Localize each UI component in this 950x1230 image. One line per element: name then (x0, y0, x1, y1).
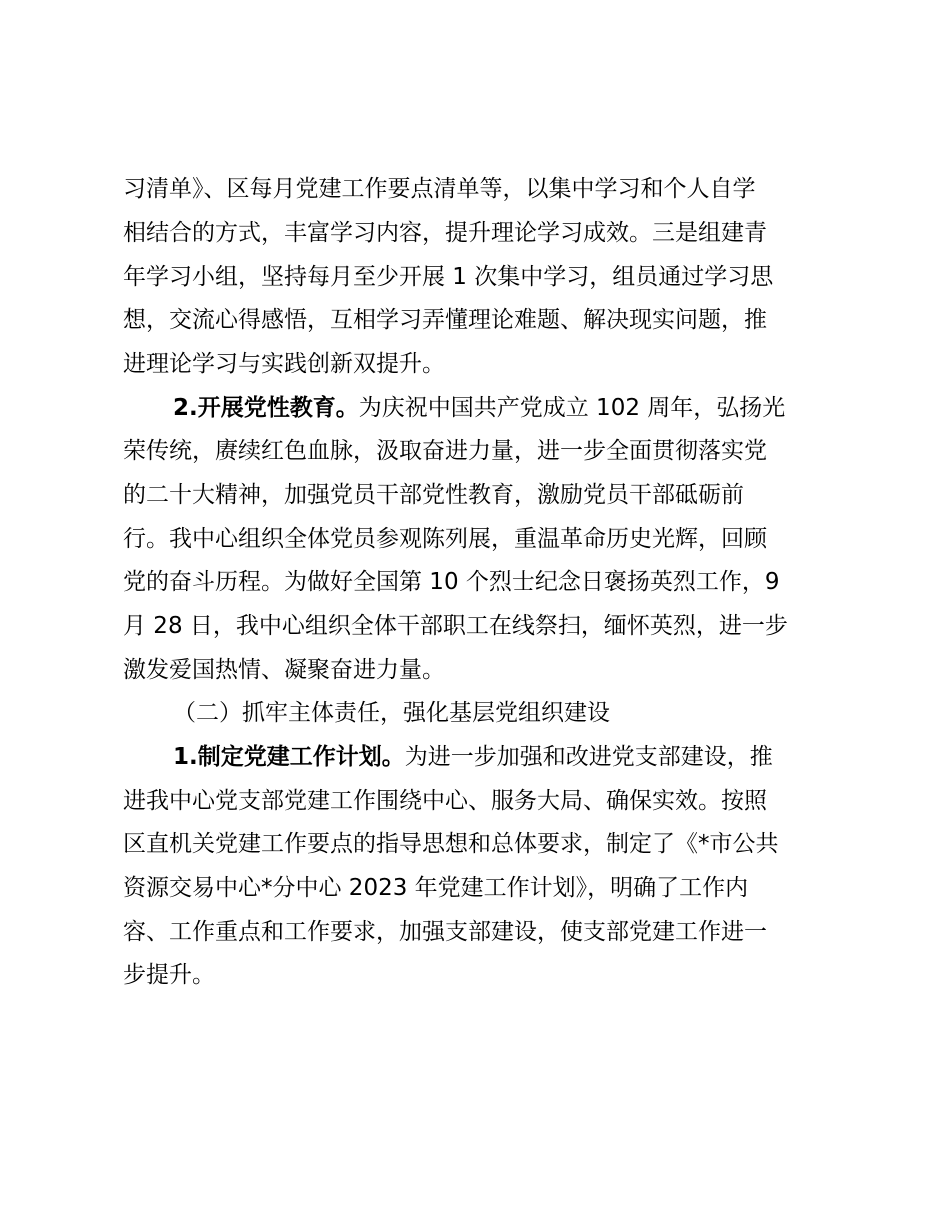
paragraph-line: 步提升。 (123, 962, 215, 988)
paragraph-line: 的二十大精神，加强党员干部党性教育，激励党员干部砥砺前 (123, 482, 744, 508)
paragraph-line: 区直机关党建工作要点的指导思想和总体要求，制定了《*市公共 (123, 831, 779, 857)
paragraph-line (173, 735, 773, 779)
paragraph-line: 激发爱国热情、凝聚奋进力量。 (123, 657, 445, 683)
paragraph-line: 进我中心党支部党建工作围绕中心、服务大局、确保实效。按照 (123, 788, 767, 814)
paragraph-line: 资源交易中心*分中心 2023 年党建工作计划》，明确了工作内 (123, 875, 749, 901)
paragraph-line: 荣传统，赓续红色血脉，汲取奋进力量，进一步全面贯彻落实党 (123, 438, 767, 464)
subsection-heading: （二）抓牢主体责任，强化基层党组织建设 (173, 700, 610, 726)
paragraph-text: 为庆祝中国共产党成立 102 周年，弘扬光 (358, 395, 786, 421)
paragraph-line: 相结合的方式，丰富学习内容，提升理论学习成效。三是组建青 (123, 220, 767, 246)
section-heading: 2.开展党性教育。 (173, 395, 359, 421)
paragraph-line: 习清单》、区每月党建工作要点清单等，以集中学习和个人自学 (123, 176, 756, 202)
paragraph-line: 年学习小组，坚持每月至少开展 1 次集中学习，组员通过学习思 (123, 264, 774, 290)
paragraph-line (173, 386, 785, 430)
paragraph-line: 容、工作重点和工作要求，加强支部建设，使支部党建工作进一 (123, 919, 767, 945)
paragraph-text: 为进一步加强和改进党支部建设，推 (404, 744, 773, 770)
paragraph-line: 月 28 日，我中心组织全体干部职工在线祭扫，缅怀英烈，进一步 (123, 613, 788, 639)
paragraph-line: 进理论学习与实践创新双提升。 (123, 351, 445, 377)
paragraph-line: 党的奋斗历程。为做好全国第 10 个烈士纪念日褒扬英烈工作，9 (123, 569, 780, 595)
paragraph-line: 想，交流心得感悟，互相学习弄懂理论难题、解决现实问题，推 (123, 307, 767, 333)
paragraph-line: 行。我中心组织全体党员参观陈列展，重温革命历史光辉，回顾 (123, 526, 767, 552)
section-heading: 1.制定党建工作计划。 (173, 744, 405, 770)
